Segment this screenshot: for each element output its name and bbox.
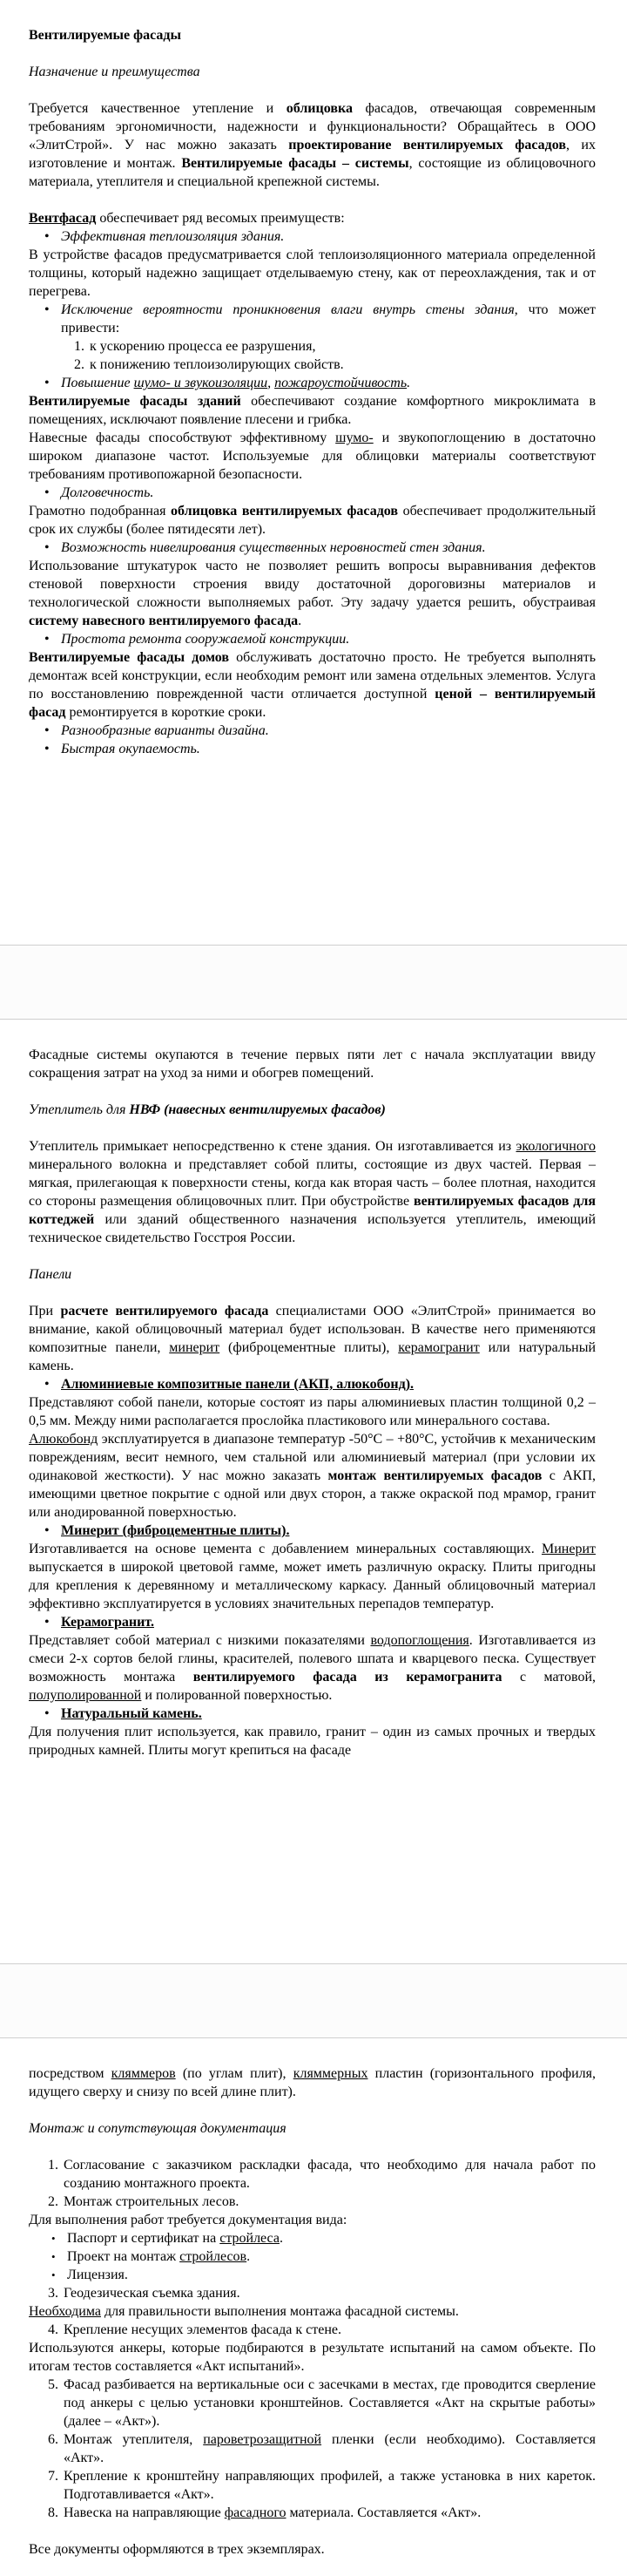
text-run: Вентилируемые фасады xyxy=(29,28,182,43)
paragraph xyxy=(29,1631,596,1705)
text-run: расчете вентилируемого фасада xyxy=(60,1304,269,1319)
paragraph xyxy=(29,209,596,227)
paragraph xyxy=(29,1302,596,1375)
blank-line xyxy=(29,1119,596,1137)
paragraph xyxy=(29,2302,596,2321)
paragraph xyxy=(29,557,596,630)
text-run: При xyxy=(29,1304,61,1319)
paragraph xyxy=(29,2211,596,2229)
list-item xyxy=(29,1522,596,1540)
page-gap xyxy=(0,946,627,1019)
paragraph xyxy=(29,2540,596,2559)
blank-line xyxy=(29,44,596,63)
list-marker: 7. xyxy=(48,2469,58,2484)
paragraph xyxy=(29,648,596,722)
list-item xyxy=(29,1375,596,1393)
document-title xyxy=(29,26,596,44)
text-run: Фасад разбивается на вертикальные оси с засечками в местах, где проводится сверление под анкеры с целью установки кронштейнов. Составляется «Акт на скрытые работы» (далее – «Акт»). xyxy=(64,2377,596,2429)
section-heading xyxy=(29,63,596,81)
text-run: к понижению теплоизолирующих свойств. xyxy=(90,357,344,372)
text-run: обеспечивают создание комфортного микроклимата в помещениях, исключают появление плесени и грибка. xyxy=(29,394,596,427)
text-run: Монтаж утеплителя, xyxy=(64,2432,204,2447)
list-marker: • xyxy=(44,723,50,738)
text-run: Алюкобонд xyxy=(29,1432,98,1447)
list-item xyxy=(29,2229,596,2247)
list-item xyxy=(29,2193,596,2211)
list-item xyxy=(29,2376,596,2430)
blank-line xyxy=(29,191,596,209)
list-marker: 5. xyxy=(48,2377,58,2392)
paragraph xyxy=(29,392,596,429)
text-run: Паспорт и сертификат на xyxy=(67,2231,220,2246)
text-run: вентилируемых фасадов для коттеджей xyxy=(29,1194,597,1227)
paragraph xyxy=(29,1723,596,1759)
list-item xyxy=(29,722,596,740)
text-run: Вентилируемые фасады зданий xyxy=(29,394,241,409)
page-gap xyxy=(0,1964,627,2037)
page-3 xyxy=(0,2037,627,2576)
text-run: Утеплитель для xyxy=(29,1102,130,1117)
text-run: Проект на монтаж xyxy=(67,2249,180,2264)
text-run: проектирование вентилируемых фасадов xyxy=(288,138,566,153)
text-run: для правильности выполнения монтажа фасадной системы. xyxy=(100,2304,459,2319)
text-run: и звукопоглощению в достаточно широком диапазоне частот. Используемые для облицовки материалы соответствуют требованиям противопожарной безопасности. xyxy=(29,430,596,482)
list-item xyxy=(29,484,596,502)
text-run: Долговечность. xyxy=(61,485,154,500)
text-run: эксплуатируется в диапазоне температур -50°С – +80°С, устойчив к механическим повреждениям, весит немного, чем стальной или алюминиевый материал (при условии их одинаковой жесткости). У нас можно заказать xyxy=(29,1432,596,1483)
text-run: Эффективная теплоизоляция здания. xyxy=(61,229,285,244)
list-item xyxy=(29,356,596,374)
blank-line xyxy=(29,2101,596,2119)
text-run: . xyxy=(279,2231,283,2246)
list-marker: • xyxy=(44,742,50,756)
text-run: обеспечивает ряд весомых преимуществ: xyxy=(96,211,345,226)
text-run: Использование штукатурок часто не позволяет решить вопросы выравнивания дефектов стеновой поверхности строения ввиду достаточной дороговизны материалов и технологической сложности выполняемых работ. Эту задачу удается решить, обустраивая xyxy=(29,559,596,610)
text-run: . xyxy=(246,2249,251,2264)
text-run: , состоящие из облицовочного материала, утеплителя и специальной крепежной системы. xyxy=(29,156,596,189)
text-run: облицовка вентилируемых фасадов xyxy=(171,504,399,519)
text-run: Грамотно подобранная xyxy=(29,504,172,519)
list-marker: • xyxy=(51,2232,56,2245)
text-run: Монтаж строительных лесов. xyxy=(64,2194,239,2209)
text-run: посредством xyxy=(29,2066,111,2081)
text-run: ремонтируется в короткие сроки. xyxy=(65,705,266,720)
blank-line xyxy=(29,1284,596,1302)
text-run: с матовой, xyxy=(502,1670,597,1685)
list-marker: • xyxy=(51,2250,56,2263)
list-item xyxy=(29,2467,596,2504)
list-marker: • xyxy=(44,229,50,244)
list-marker: 3. xyxy=(48,2286,58,2301)
paragraph xyxy=(29,1430,596,1522)
text-run: Простота ремонта сооружаемой конструкции. xyxy=(61,632,350,647)
text-run: выпускается в широкой цветовой гамме, может иметь различную окраску. Плиты пригодны для крепления к деревянному и металлическому каркасу. Данный облицовочный материал эффективно эксплуатируется в условиях значительных перепадов температур. xyxy=(29,1560,596,1611)
list-marker: 1. xyxy=(48,2158,58,2173)
list-item xyxy=(29,740,596,758)
list-marker: 6. xyxy=(48,2432,58,2447)
text-run: специалистами ООО «ЭлитСтрой» принимается во внимание, какой облицовочный материал будет использован. В качестве него применяются композитные панели, xyxy=(29,1304,597,1355)
blank-line xyxy=(29,1247,596,1265)
list-item xyxy=(29,2156,596,2193)
text-run: обеспечивает продолжительный срок их службы (более пятидесяти лет). xyxy=(29,504,596,537)
text-run: Назначение и преимущества xyxy=(29,64,200,79)
text-run: ценой – вентилируемый фасад xyxy=(29,687,596,720)
list-marker: 2. xyxy=(74,357,84,372)
list-marker: • xyxy=(44,302,50,317)
text-run: минерального волокна и представляет собой плиты, состоящие из двух частей. Первая – мягкая, прилегающая к поверхности стены, когда как вторая часть – более плотная, находится со стороны размещения облицовочных плит. При обустройстве xyxy=(29,1157,596,1209)
blank-line xyxy=(29,1082,596,1101)
paragraph xyxy=(29,429,596,484)
text-run: и полированной поверхностью. xyxy=(141,1688,333,1703)
list-item xyxy=(29,2504,596,2522)
text-run: кляммерных xyxy=(293,2066,368,2081)
text-run: Керамогранит. xyxy=(61,1615,154,1630)
text-run: . Изготавливается из смеси 2-х сортов белой глины, красителей, полевого шпата и кварцевого песка. Существует возможность монтажа xyxy=(29,1633,596,1685)
text-run: . xyxy=(298,613,302,628)
text-run: пленки (если необходимо). Составляется «Акт». xyxy=(64,2432,596,2465)
text-run: Изготавливается на основе цемента с добавлением минеральных составляющих. xyxy=(29,1542,542,1556)
text-run: Монтаж и сопутствующая документация xyxy=(29,2121,287,2136)
list-item xyxy=(29,2266,596,2284)
text-run: шумо- и звукоизоляции xyxy=(133,376,268,390)
list-marker: • xyxy=(44,540,50,555)
text-run: полуполированной xyxy=(29,1688,142,1703)
list-marker: 8. xyxy=(48,2505,58,2520)
text-run: Алюминиевые композитные панели (АКП, алюкобонд). xyxy=(61,1377,415,1392)
text-run: Утеплитель примыкает непосредственно к стене здания. Он изготавливается из xyxy=(29,1139,516,1154)
text-run: Вентфасад xyxy=(29,211,97,226)
text-run: облицовка xyxy=(286,101,353,116)
text-run: Представляют собой панели, которые состоят из пары алюминиевых пластин толщиной 0,2 – 0,5 мм. Между ними располагается прослойка пластикового или минерального состава. xyxy=(29,1395,596,1428)
section-heading xyxy=(29,2119,596,2138)
page-1 xyxy=(0,0,627,946)
list-item xyxy=(29,539,596,557)
text-run: водопоглощения xyxy=(370,1633,469,1648)
text-run: Для получения плит используется, как правило, гранит – один из самых прочных и твердых природных камней. Плиты могут крепиться на фасаде xyxy=(29,1725,596,1758)
text-run: , их изготовление и монтаж. xyxy=(29,138,596,171)
section-heading xyxy=(29,1101,596,1119)
text-run: Вентилируемые фасады домов xyxy=(29,650,230,665)
text-run: Крепление к кронштейну направляющих профилей, а также установка в них кареток. Подготавливается «Акт». xyxy=(64,2469,596,2502)
text-run: Возможность нивелирования существенных неровностей стен здания. xyxy=(61,540,486,555)
list-marker: • xyxy=(44,1615,50,1630)
list-item xyxy=(29,630,596,648)
list-item xyxy=(29,1705,596,1723)
text-run: кляммеров xyxy=(111,2066,176,2081)
text-run: к ускорению процесса ее разрушения, xyxy=(90,339,316,354)
list-marker: • xyxy=(44,632,50,647)
text-run: Для выполнения работ требуется документация вида: xyxy=(29,2213,347,2227)
list-item xyxy=(29,337,596,356)
text-run: пароветрозащитной xyxy=(203,2432,322,2447)
list-item xyxy=(29,2284,596,2302)
text-run: Вентилируемые фасады – системы xyxy=(181,156,409,171)
text-run: Лицензия. xyxy=(67,2268,128,2282)
text-run: (по углам плит), xyxy=(175,2066,293,2081)
text-run: Натуральный камень. xyxy=(61,1706,202,1721)
text-run: материала. Составляется «Акт». xyxy=(286,2505,482,2520)
paragraph xyxy=(29,1137,596,1247)
list-marker: • xyxy=(44,376,50,390)
text-run: (фиброцементные плиты), xyxy=(219,1340,399,1355)
list-item xyxy=(29,301,596,337)
text-run: Требуется качественное утепление и xyxy=(29,101,287,116)
text-run: Навесные фасады способствуют эффективному xyxy=(29,430,336,445)
paragraph xyxy=(29,2064,596,2101)
text-run: монтаж вентилируемых фасадов xyxy=(327,1468,543,1483)
list-marker: 1. xyxy=(74,339,84,354)
list-marker: 2. xyxy=(48,2194,58,2209)
text-run: Крепление несущих элементов фасада к стене. xyxy=(64,2322,342,2337)
list-marker: • xyxy=(44,485,50,500)
text-run: Минерит xyxy=(541,1542,596,1556)
text-run: Необходима xyxy=(29,2304,101,2319)
paragraph xyxy=(29,1393,596,1430)
paragraph xyxy=(29,99,596,191)
paragraph xyxy=(29,246,596,301)
text-run: Повышение xyxy=(61,376,134,390)
text-run: . xyxy=(407,376,411,390)
list-item xyxy=(29,2321,596,2339)
text-run: экологичного xyxy=(516,1139,596,1154)
text-run: Навеска на направляющие xyxy=(64,2505,225,2520)
text-run: с АКП, имеющими цветное покрытие с одной или двух сторон, а также окраской под мрамор, гранит или анодированной поверхностью. xyxy=(29,1468,596,1520)
list-item xyxy=(29,1613,596,1631)
text-run: шумо- xyxy=(335,430,374,445)
text-run: Используются анкеры, которые подбираются в результате испытаний на самом объекте. По итогам тестов составляется «Акт испытаний». xyxy=(29,2341,596,2374)
text-run: или натуральный камень. xyxy=(29,1340,597,1373)
text-run: Минерит (фиброцементные плиты). xyxy=(61,1523,290,1538)
blank-line xyxy=(29,81,596,99)
list-marker: 4. xyxy=(48,2322,58,2337)
text-run: , что может привести: xyxy=(61,302,596,336)
text-run: вентилируемого фасада из керамогранита xyxy=(192,1670,502,1685)
section-heading xyxy=(29,1265,596,1284)
list-marker: • xyxy=(44,1377,50,1392)
text-run: Фасадные системы окупаются в течение первых пяти лет с начала эксплуатации ввиду сокращения затрат на уход за ними и обогрев помещений. xyxy=(29,1047,596,1081)
text-run: В устройстве фасадов предусматривается слой теплоизоляционного материала определенной толщины, который надежно защищает отделываемую стену, как от переохлаждения, так и от перегрева. xyxy=(29,247,596,299)
text-run: систему навесного вентилируемого фасада xyxy=(29,613,299,628)
text-run: Все документы оформляются в трех экземплярах. xyxy=(29,2542,325,2557)
blank-line xyxy=(29,2522,596,2540)
text-run: НВФ (навесных вентилируемых фасадов) xyxy=(129,1102,386,1117)
text-run: стройлесов xyxy=(179,2249,247,2264)
paragraph xyxy=(29,2339,596,2376)
list-marker: • xyxy=(44,1523,50,1538)
list-item xyxy=(29,374,596,392)
text-run: пожароустойчивость xyxy=(274,376,408,390)
text-run: минерит xyxy=(169,1340,220,1355)
list-item xyxy=(29,2247,596,2266)
text-run: Представляет собой материал с низкими показателями xyxy=(29,1633,371,1648)
text-run: обслуживать достаточно просто. Не требуется выполнять демонтаж всей конструкции, если необходим ремонт или замена отдельных элементов. Услуга по восстановлению поврежденной части отличается доступной xyxy=(29,650,597,702)
text-run: фасадов, отвечающая современным требованиям эргономичности, надежности и функциональности? Обращайтесь в ООО «ЭлитСтрой». У нас можно заказать xyxy=(29,101,597,153)
list-item xyxy=(29,227,596,246)
text-run: пластин (горизонтального профиля, идущего сверху и снизу по всей длине плит). xyxy=(29,2066,597,2099)
text-run: керамогранит xyxy=(398,1340,480,1355)
text-run: Разнообразные варианты дизайна. xyxy=(61,723,269,738)
text-run: стройлеса xyxy=(219,2231,280,2246)
paragraph xyxy=(29,1540,596,1613)
page-2 xyxy=(0,1019,627,1964)
paragraph xyxy=(29,502,596,539)
text-run: Геодезическая съемка здания. xyxy=(64,2286,240,2301)
list-marker: • xyxy=(44,1706,50,1721)
text-run: , xyxy=(267,376,275,390)
text-run: или зданий общественного назначения используется утеплитель, имеющий техническое свидетельство Госстроя России. xyxy=(29,1212,596,1245)
text-run: Быстрая окупаемость. xyxy=(61,742,200,756)
list-marker: • xyxy=(51,2268,56,2281)
text-run: Панели xyxy=(29,1267,72,1282)
text-run: фасадного xyxy=(224,2505,287,2520)
blank-line xyxy=(29,2138,596,2156)
text-run: Согласование с заказчиком раскладки фасада, что необходимо для начала работ по созданию монтажного проекта. xyxy=(64,2158,596,2191)
list-item xyxy=(29,2430,596,2467)
text-run: Исключение вероятности проникновения влаги внутрь стены здания xyxy=(61,302,515,317)
paragraph xyxy=(29,1046,596,1082)
